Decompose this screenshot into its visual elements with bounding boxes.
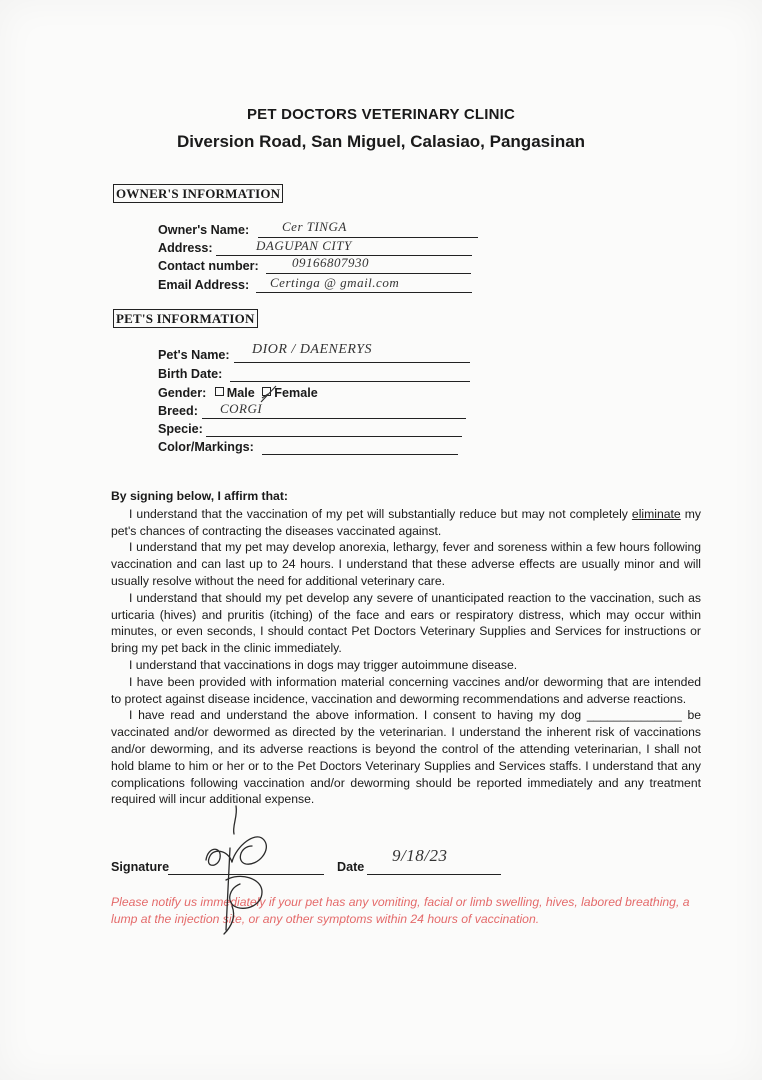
owner-address-value[interactable]: DAGUPAN CITY: [256, 238, 352, 253]
signature-label: Signature: [111, 860, 170, 874]
owner-email-value[interactable]: Certinga @ gmail.com: [270, 275, 400, 290]
owner-address-label: Address:: [158, 241, 213, 255]
consent-paragraph-2: I understand that my pet may develop anorexia, lethargy, fever and soreness within a few hours following vaccination and can last up to 24 hours. I understand that these adverse effects are usually minor and will usually resolve without the need for additional veterinary care.: [111, 540, 701, 588]
pet-color-label: Color/Markings:: [158, 440, 254, 454]
male-label: Male: [226, 386, 255, 400]
owner-email-label: Email Address:: [158, 278, 250, 292]
signature-scribble: [206, 806, 266, 934]
pet-birth-label: Birth Date:: [158, 367, 223, 381]
vaccination-notice: Please notify us immediately if your pet has any vomiting, facial or limb swelling, hives, labored breathing, a lump at the injection site, or any other symptoms within 24 hours of vaccination.: [111, 895, 690, 926]
consent-paragraph-5: I have been provided with information material concerning vaccines and/or deworming that are intended to protect against disease incidence, vaccination and deworming recommendations and adverse reactions.: [111, 674, 701, 706]
owner-contact-label: Contact number:: [158, 259, 259, 273]
owner-contact-value[interactable]: 09166807930: [292, 255, 369, 270]
pet-name-label: Pet's Name:: [158, 348, 230, 362]
consent-paragraph-6: I have read and understand the above information. I consent to having my dog ______________ be vaccinated and/or dewormed as directed by the veterinarian. I understand the inherent risk of vaccinations and/or deworming, and its adverse reactions is beyond the control of the attending veterinarian, I shall not hold blame to him or her or to the Pet Doctors Veterinary Supplies and Services staffs. I understand that any complications following vaccination and/or deworming should be reported immediately and any treatment required will incur additional expense.: [111, 708, 701, 807]
female-label: Female: [274, 386, 318, 400]
consent-paragraph-3: I understand that should my pet develop any severe of unanticipated reaction to the vaccination, such as urticaria (hives) and pruritis (itching) of the face and ears or respiratory distress, which may occur within minutes, or even seconds, I should contact Pet Doctors Veterinary Supplies and Services for instructions or bring my pet back in the clinic immediately.: [111, 590, 701, 656]
pet-breed-value[interactable]: CORGI: [220, 401, 263, 416]
female-check-mark: [261, 386, 276, 402]
consent-paragraph-4: I understand that vaccinations in dogs may trigger autoimmune disease.: [129, 657, 518, 672]
owner-name-label: Owner's Name:: [158, 223, 250, 237]
consent-paragraph-1: I understand that the vaccination of my pet will substantially reduce but may not completely eliminate my pet's chances of contracting the diseases vaccinated against.: [111, 506, 701, 538]
owner-name-value[interactable]: Cer TINGA: [282, 219, 347, 234]
clinic-address: Diversion Road, San Miguel, Calasiao, Pangasinan: [176, 132, 586, 151]
owner-section-title: OWNER'S INFORMATION: [113, 184, 283, 203]
pet-name-value[interactable]: DIOR / DAENERYS: [252, 342, 373, 357]
consent-lead: By signing below, I affirm that:: [111, 489, 288, 503]
pet-specie-label: Specie:: [158, 422, 203, 436]
pet-section-title: PET'S INFORMATION: [113, 309, 258, 328]
pet-gender-label: Gender:: [158, 386, 207, 400]
clinic-name: PET DOCTORS VETERINARY CLINIC: [246, 106, 516, 123]
date-label: Date: [337, 860, 365, 874]
dog-name-blank[interactable]: ______________: [586, 708, 682, 723]
pet-breed-label: Breed:: [158, 404, 198, 418]
date-value[interactable]: 9/18/23: [392, 846, 448, 865]
